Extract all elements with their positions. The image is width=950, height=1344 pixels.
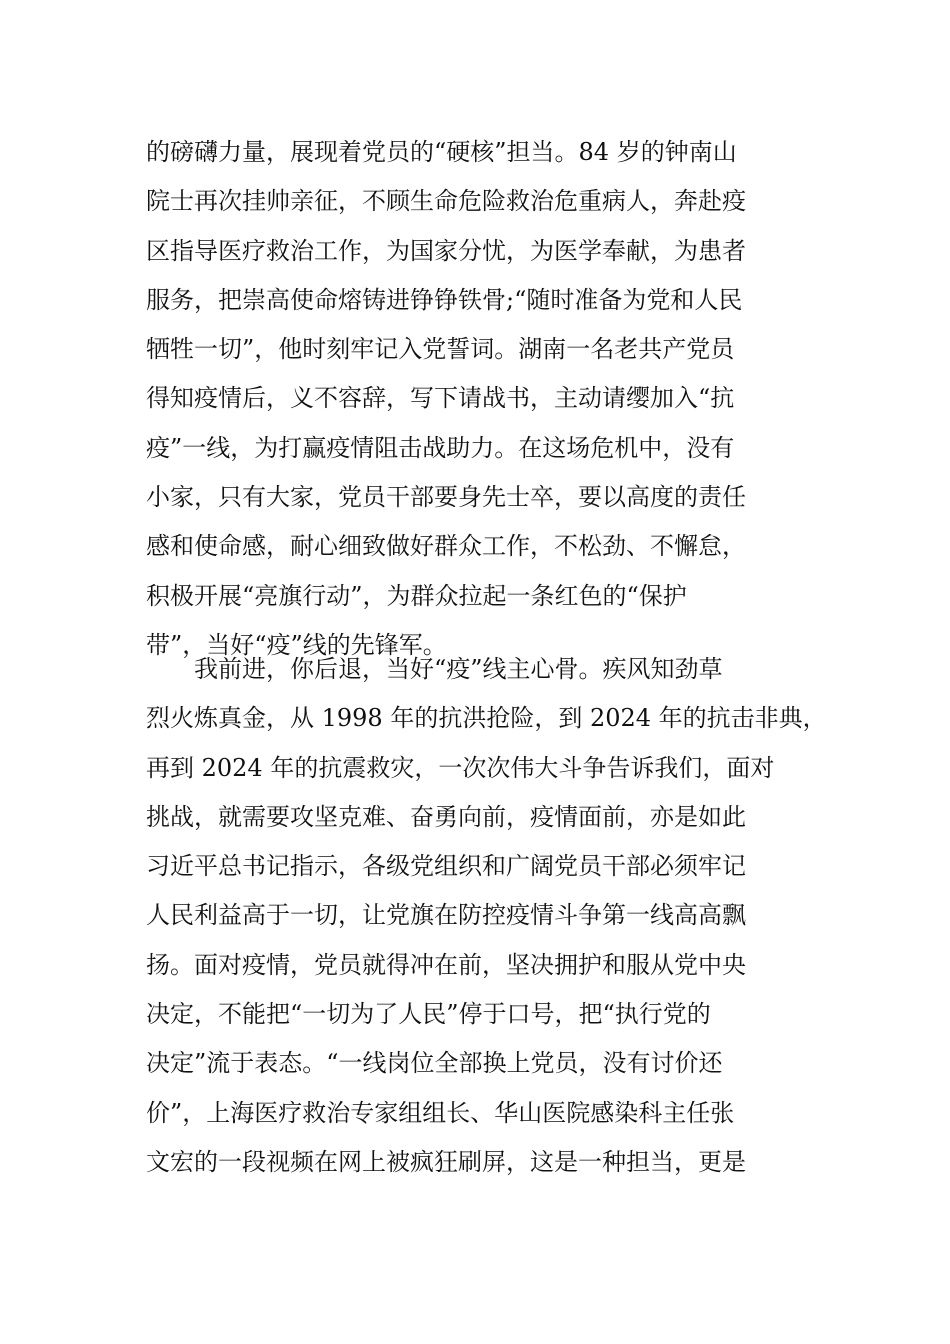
text-line: 牺牲一切”，他时刻牢记入党誓词。湖南一名老共产党员 — [146, 335, 735, 364]
paragraph-1 — [146, 128, 836, 670]
text-line: 烈火炼真金，从 1998 年的抗洪抢险，到 2024 年的抗击非典， — [146, 704, 827, 733]
text-line: 价”，上海医疗救治专家组组长、华山医院感染科主任张 — [146, 1098, 735, 1127]
text-line: 感和使命感，耐心细致做好群众工作，不松劲、不懈怠， — [146, 532, 746, 561]
text-line: 决定，不能把“一切为了人民”停于口号，把“执行党的 — [146, 1000, 711, 1029]
text-line: 得知疫情后，义不容辞，写下请战书，主动请缨加入“抗 — [146, 384, 735, 413]
text-line: 扬。面对疫情，党员就得冲在前，坚决拥护和服从党中央 — [146, 950, 746, 979]
text-line: 再到 2024 年的抗震救灾，一次次伟大斗争告诉我们，面对 — [146, 753, 775, 782]
text-line: 的磅礴力量，展现着党员的“硬核”担当。84 岁的钟南山 — [146, 138, 737, 166]
text-line: 小家，只有大家，党员干部要身先士卒，要以高度的责任 — [146, 483, 746, 512]
text-line: 疫”一线，为打赢疫情阻击战助力。在这场危机中，没有 — [146, 433, 735, 462]
text-line: 我前进，你后退，当好“疫”线主心骨。疾风知劲草 — [146, 655, 723, 683]
text-line: 带”，当好“疫”线的先锋军。 — [146, 630, 447, 659]
text-line: 习近平总书记指示，各级党组织和广阔党员干部必须牢记 — [146, 852, 746, 881]
text-line: 决定”流于表态。“一线岗位全部换上党员，没有讨价还 — [146, 1049, 723, 1078]
text-line: 院士再次挂帅亲征，不顾生命危险救治危重病人，奔赴疫 — [146, 187, 746, 216]
text-line: 积极开展“亮旗行动”，为群众拉起一条红色的“保护 — [146, 581, 687, 610]
paragraph-2 — [146, 645, 836, 1187]
text-line: 服务，把崇高使命熔铸进铮铮铁骨;“随时准备为党和人民 — [146, 285, 743, 314]
text-line: 人民利益高于一切，让党旗在防控疫情斗争第一线高高飘 — [146, 901, 746, 930]
text-line: 挑战，就需要攻坚克难、奋勇向前，疫情面前，亦是如此 — [146, 802, 746, 831]
text-line: 区指导医疗救治工作，为国家分忧，为医学奉献，为患者 — [146, 236, 746, 265]
text-line: 文宏的一段视频在网上被疯狂刷屏，这是一种担当，更是 — [146, 1147, 746, 1176]
